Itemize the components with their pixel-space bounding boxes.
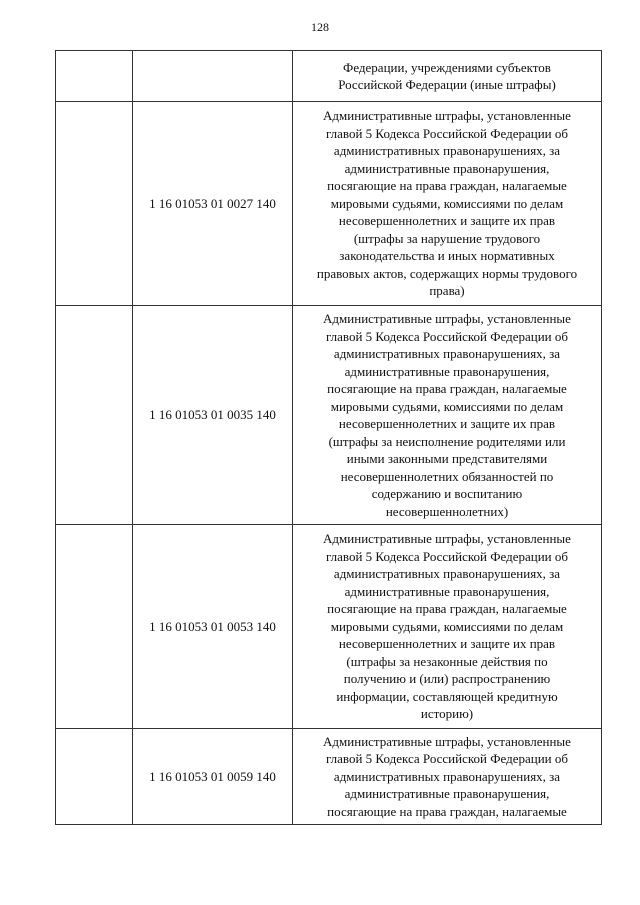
description-line: права) bbox=[429, 283, 465, 299]
description-cell bbox=[293, 102, 602, 306]
description-line: правовых актов, содержащих нормы трудового bbox=[316, 265, 578, 281]
code-cell: 1 16 01053 01 0053 140 bbox=[133, 525, 293, 729]
description-line: получению и (или) распространению bbox=[343, 671, 551, 687]
description-line: посягающие на права граждан, налагаемые bbox=[327, 381, 567, 396]
code-cell: 1 16 01053 01 0059 140 bbox=[133, 729, 293, 825]
description-cell bbox=[293, 729, 602, 825]
description-line: историю) bbox=[420, 706, 474, 722]
description-line: посягающие на права граждан, налагаемые bbox=[327, 601, 567, 617]
description-line: посягающие на права граждан, налагаемые bbox=[327, 178, 567, 194]
description-line: несовершеннолетних) bbox=[385, 503, 509, 519]
description-cell bbox=[293, 51, 602, 102]
description-line: Административные штрафы, установленные bbox=[323, 108, 571, 124]
description-line: административные правонарушения, bbox=[344, 786, 550, 802]
description-line: несовершеннолетних обязанностей по bbox=[340, 468, 554, 484]
description-line: Административные штрафы, установленные bbox=[323, 531, 571, 547]
description-line: мировыми судьями, комиссиями по делам bbox=[330, 195, 564, 211]
page-number: 128 bbox=[311, 20, 329, 34]
description-line: посягающие на права граждан, налагаемые bbox=[327, 803, 567, 819]
admin-cell bbox=[56, 51, 133, 102]
description-line: административные правонарушения, bbox=[344, 363, 550, 379]
budget-codes-table bbox=[55, 50, 602, 825]
description-line: иными законными представителями bbox=[346, 451, 548, 466]
description-line: административных правонарушениях, за bbox=[333, 346, 561, 361]
code-cell bbox=[133, 51, 293, 102]
code-cell: 1 16 01053 01 0035 140 bbox=[133, 306, 293, 525]
admin-cell bbox=[56, 102, 133, 306]
table-row bbox=[56, 729, 602, 825]
description-line: несовершеннолетних и защите их прав bbox=[338, 213, 556, 229]
description-line: Административные штрафы, установленные bbox=[323, 733, 571, 749]
description-line: Административные штрафы, установленные bbox=[323, 311, 571, 326]
description-cell bbox=[293, 525, 602, 729]
description-line: (штрафы за незаконные действия по bbox=[346, 653, 548, 669]
description-line: административных правонарушениях, за bbox=[333, 566, 561, 582]
table-row bbox=[56, 102, 602, 306]
table-row bbox=[56, 306, 602, 525]
description-line: несовершеннолетних и защите их прав bbox=[338, 416, 556, 431]
admin-cell bbox=[56, 729, 133, 825]
description-line: административные правонарушения, bbox=[344, 160, 550, 176]
description-line: (штрафы за неисполнение родителями или bbox=[328, 433, 566, 449]
description-line: административные правонарушения, bbox=[344, 583, 550, 599]
description-line: мировыми судьями, комиссиями по делам bbox=[330, 618, 564, 634]
description-cell bbox=[293, 306, 602, 525]
description-line: главой 5 Кодекса Российской Федерации об bbox=[326, 328, 568, 344]
table-row bbox=[56, 51, 602, 102]
description-line: главой 5 Кодекса Российской Федерации об bbox=[326, 548, 568, 564]
description-line: информации, составляющей кредитную bbox=[336, 688, 558, 704]
code-cell: 1 16 01053 01 0027 140 bbox=[133, 102, 293, 306]
description-line: Федерации, учреждениями субъектов bbox=[343, 59, 551, 75]
admin-cell bbox=[56, 525, 133, 729]
description-line: главой 5 Кодекса Российской Федерации об bbox=[326, 751, 568, 767]
description-line: административных правонарушениях, за bbox=[333, 143, 561, 159]
description-line: административных правонарушениях, за bbox=[333, 768, 561, 784]
description-line: (штрафы за нарушение трудового bbox=[353, 230, 541, 246]
description-line: законодательства и иных нормативных bbox=[339, 248, 555, 264]
table-row bbox=[56, 525, 602, 729]
description-line: Российской Федерации (иные штрафы) bbox=[338, 77, 556, 92]
description-line: содержанию и воспитанию bbox=[371, 486, 523, 501]
description-line: мировыми судьями, комиссиями по делам bbox=[330, 398, 564, 414]
description-line: несовершеннолетних и защите их прав bbox=[338, 636, 556, 652]
admin-cell bbox=[56, 306, 133, 525]
description-line: главой 5 Кодекса Российской Федерации об bbox=[326, 125, 568, 141]
